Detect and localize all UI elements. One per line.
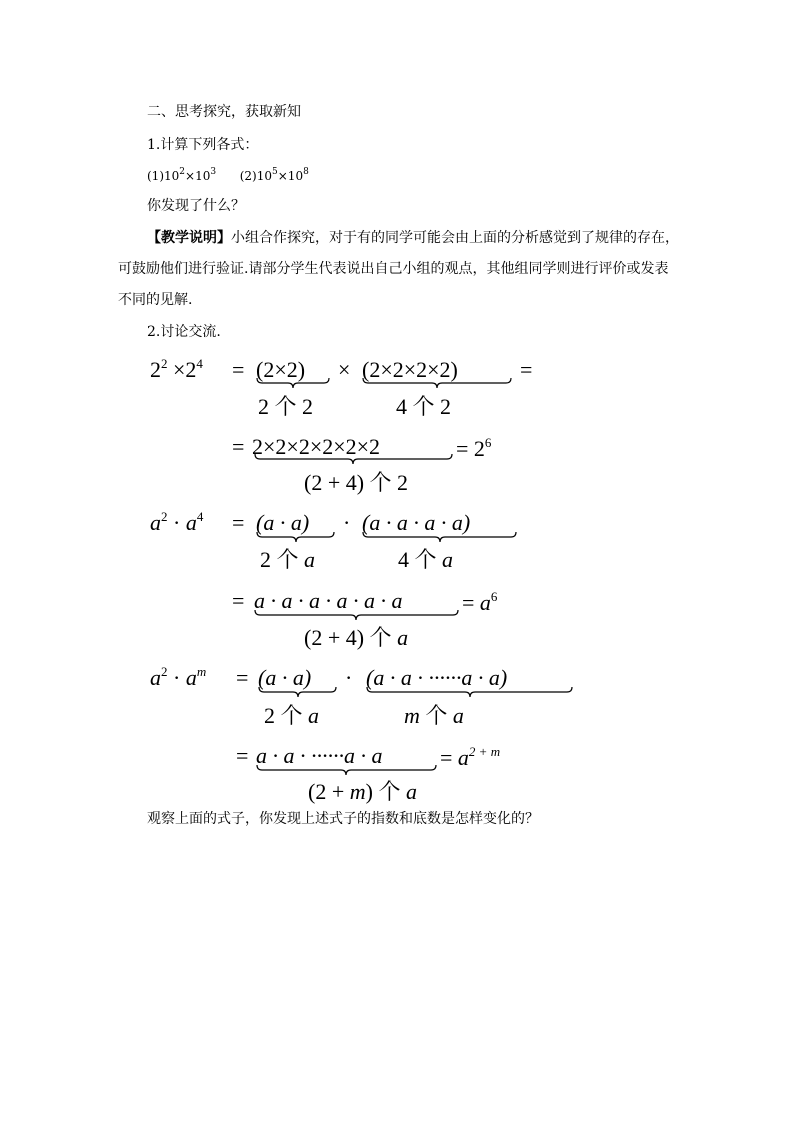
eq3-line2-equals: = (236, 743, 249, 768)
eq3-lhs: $a^2 \cdot a^m$ (150, 664, 207, 690)
question-1-title: 1.计算下列各式： (147, 137, 259, 153)
eq1-equals: = (232, 357, 245, 382)
eq2-under-label-2: 4 个 a (398, 547, 454, 572)
eq2-under-label-1: 2 个 a (260, 547, 316, 572)
teaching-note-line-2: 可鼓励他们进行验证.请部分学生代表说出自己小组的观点，其他组同学则进行评价或发表 (118, 261, 669, 277)
closing-question: 观察上面的式子，你发现上述式子的指数和底数是怎样变化的？ (147, 811, 539, 827)
eq2-dot: · (343, 510, 351, 535)
eq2-underbrace-1 (256, 531, 336, 543)
eq1-line2-equals: = (232, 434, 245, 459)
eq3-equals: = (236, 665, 249, 690)
eq2-line2-product: a · a · a · a · a · a (254, 588, 403, 613)
eq2-group-2: (a · a · a · a) (362, 510, 471, 535)
question-1-items (147, 168, 309, 182)
eq1-under-label-1: 2 个 2 (258, 394, 314, 419)
eq3-underbrace-2 (366, 686, 574, 698)
teaching-note-tag: 【教学说明】 (147, 230, 231, 246)
teaching-note-line-1: 【教学说明】小组合作探究，对于有的同学可能会由上面的分析感觉到了规律的存在， (147, 230, 679, 246)
eq3-underbrace-1 (258, 686, 338, 698)
eq3-group-2: (a · a · ······a · a) (366, 665, 508, 690)
eq2-lhs: $a^2 \cdot a^4$ (150, 509, 204, 535)
eq2-group-1: (a · a) (256, 510, 310, 535)
eq1-underbrace-1 (256, 377, 330, 389)
eq1-group-1: (2×2) (256, 357, 306, 382)
eq1-times: × (338, 357, 351, 382)
eq3-group-1: (a · a) (258, 665, 312, 690)
eq3-line2-product: a · a · ······a · a (256, 743, 383, 768)
eq1-group-2: (2×2×2×2) (362, 357, 458, 382)
eq3-line2-result: = $a^{2 + m}$ (440, 744, 501, 770)
eq3-dot: · (345, 665, 353, 690)
question-1-prompt: 你发现了什么？ (147, 198, 245, 214)
eq2-line2-result: = $a^6$ (462, 589, 498, 615)
eq1-trailing-equals: = (520, 357, 533, 382)
section-title: 二、思考探究，获取新知 (147, 104, 301, 120)
eq2-line2-equals: = (232, 588, 245, 613)
eq3-under-label-2: m 个 a (404, 703, 464, 728)
eq1-line2-result: = $2^6$ (456, 435, 492, 461)
eq2-equals: = (232, 510, 245, 535)
item-2: $(2)10^5\times 10^8$ (239, 167, 309, 183)
eq1-under-label-3: (2 + 4) 个 2 (304, 470, 409, 495)
eq3-under-label-1: 2 个 a (264, 703, 320, 728)
eq1-under-label-2: 4 个 2 (396, 394, 452, 419)
question-2-title: 2.讨论交流. (147, 324, 221, 340)
item-1: $(1)10^2\times 10^3$ (147, 167, 217, 183)
eq3-underbrace-3 (256, 764, 438, 776)
eq1-line2-product: 2×2×2×2×2×2 (252, 434, 381, 459)
eq1-lhs: $2^2 \times 2^4$ (150, 356, 203, 382)
teaching-note-line-3: 不同的见解. (118, 292, 193, 308)
eq1-underbrace-2 (362, 377, 512, 389)
eq1-underbrace-3 (254, 453, 454, 465)
eq2-underbrace-3 (254, 609, 460, 621)
eq3-under-label-3: (2 + m) 个 a (308, 779, 417, 804)
eq2-under-label-3: (2 + 4) 个 a (304, 625, 409, 650)
eq2-underbrace-2 (362, 531, 518, 543)
